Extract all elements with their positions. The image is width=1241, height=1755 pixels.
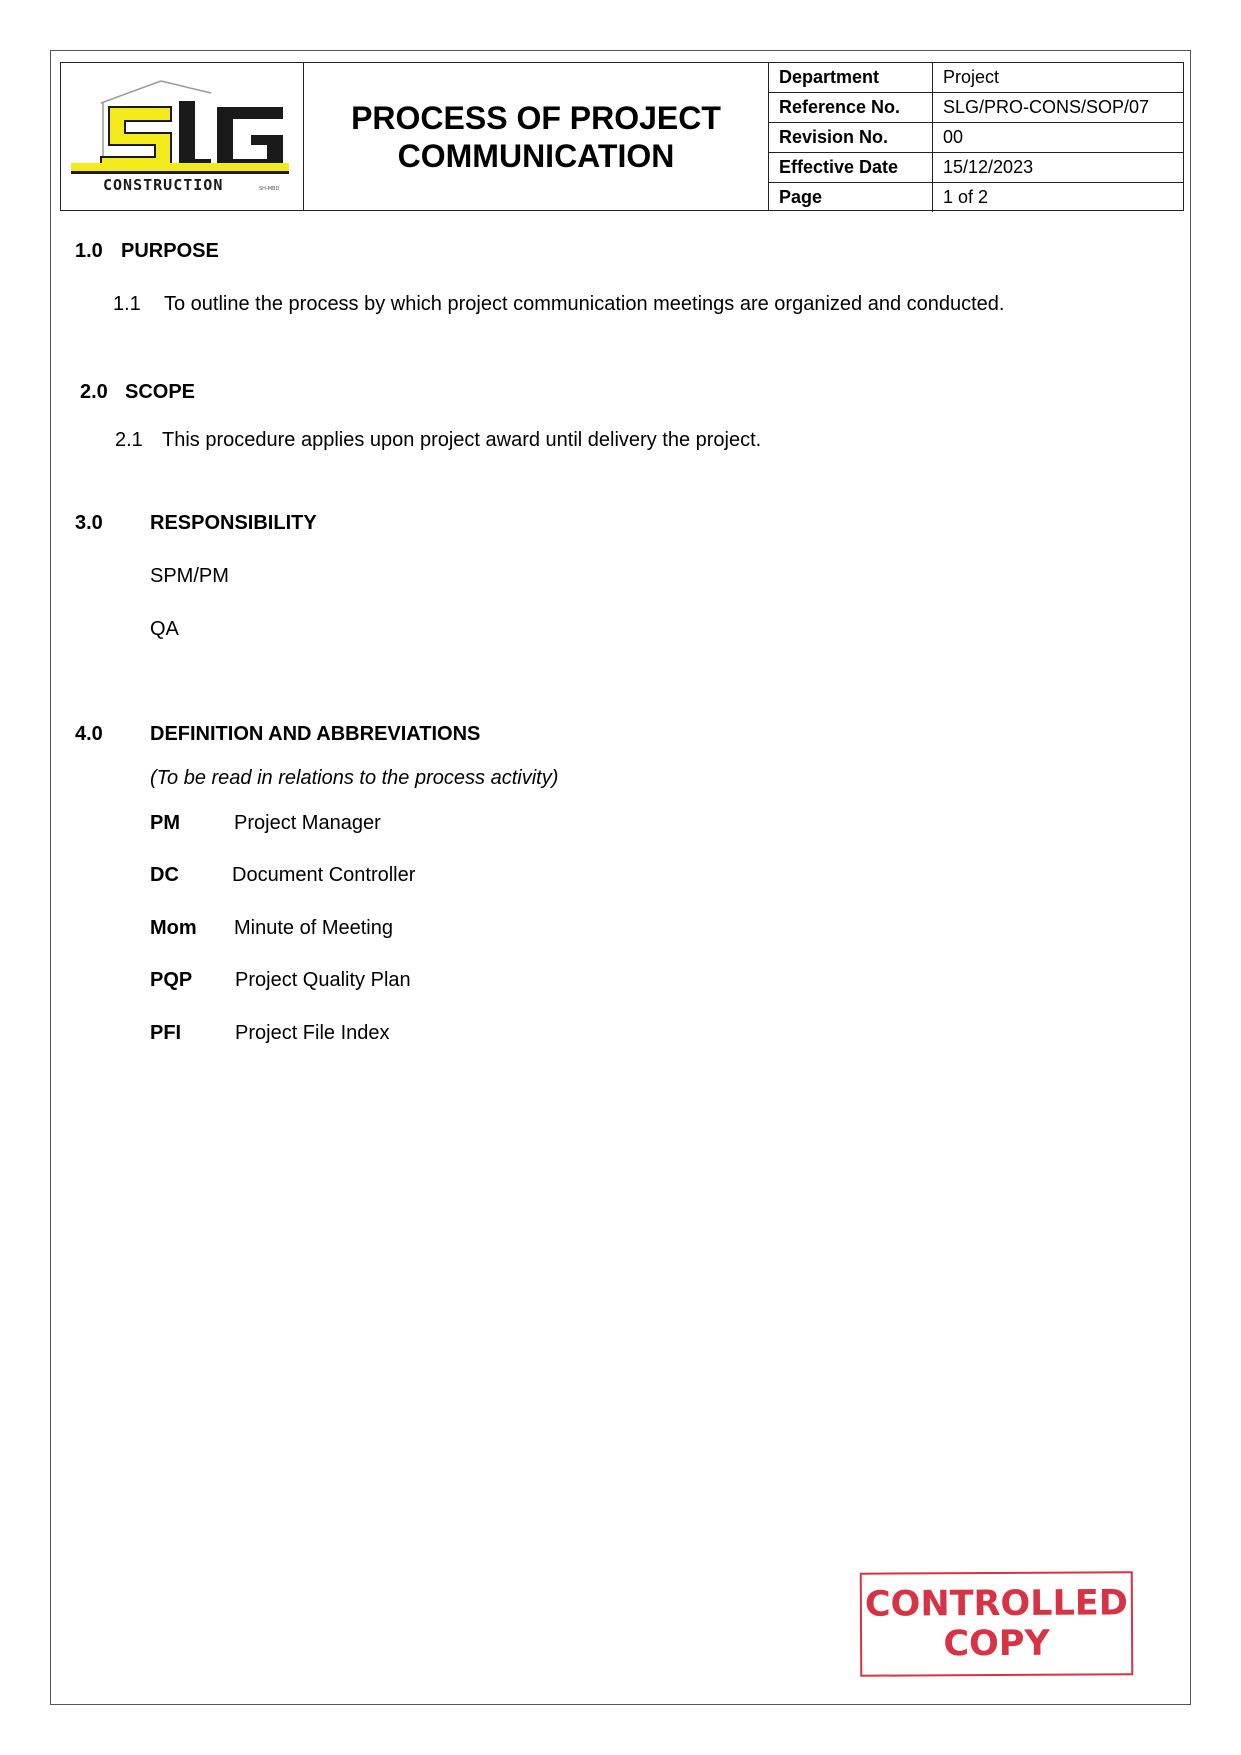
abbreviation: DC	[150, 864, 179, 886]
info-row-revision	[769, 123, 1183, 153]
section-title-responsibility: RESPONSIBILITY	[150, 512, 317, 534]
title-line-2: COMMUNICATION	[397, 137, 675, 174]
scope-item-number: 2.1	[115, 429, 143, 451]
info-row-effective-date	[769, 153, 1183, 183]
slg-logo-icon	[61, 63, 304, 210]
info-value: SLG/PRO-CONS/SOP/07	[933, 93, 1184, 123]
logo-subtext: CONSTRUCTION	[103, 176, 224, 194]
section-number-responsibility: 3.0	[75, 512, 103, 534]
abbreviation-meaning: Project File Index	[235, 1022, 390, 1044]
abbreviation: PM	[150, 812, 180, 834]
section-number-definitions: 4.0	[75, 723, 103, 745]
section-number-scope: 2.0	[80, 381, 108, 403]
title-line-1: PROCESS OF PROJECT	[351, 99, 721, 136]
info-label: Effective Date	[769, 153, 933, 183]
logo-fine-print: SH-MBD	[259, 186, 280, 192]
document-info-table	[769, 63, 1183, 212]
section-number-purpose: 1.0	[75, 240, 103, 262]
abbreviation: PFI	[150, 1022, 182, 1044]
section-title-definitions: DEFINITION AND ABBREVIATIONS	[150, 723, 481, 745]
info-row-reference	[769, 93, 1183, 123]
stamp-line-2: COPY	[943, 1623, 1050, 1665]
info-label: Page	[769, 183, 933, 213]
info-label: Department	[769, 63, 933, 93]
info-row-page	[769, 183, 1183, 213]
info-label: Revision No.	[769, 123, 933, 153]
info-value: 15/12/2023	[933, 153, 1184, 183]
stamp-line-1: CONTROLLED	[864, 1583, 1128, 1625]
title-cell	[304, 63, 769, 210]
info-value: 1 of 2	[943, 187, 989, 207]
abbreviation-meaning: Project Manager	[234, 812, 381, 834]
purpose-item-number: 1.1	[113, 293, 141, 315]
controlled-copy-stamp	[860, 1571, 1134, 1676]
info-label: Reference No.	[769, 93, 933, 123]
responsibility-item: SPM/PM	[150, 565, 229, 587]
responsibility-item: QA	[150, 618, 179, 640]
info-value: Project	[933, 63, 1184, 93]
abbreviation-meaning: Document Controller	[232, 864, 416, 886]
abbreviation: Mom	[150, 917, 197, 939]
purpose-item-text: To outline the process by which project communication meetings are organized and conducted.	[164, 293, 1005, 315]
document-info	[769, 63, 1183, 210]
scope-item-text: This procedure applies upon project award until delivery the project.	[162, 429, 762, 451]
section-title-purpose: PURPOSE	[121, 240, 219, 262]
document-title	[341, 99, 731, 175]
document-header	[60, 62, 1184, 211]
abbreviation-meaning: Project Quality Plan	[235, 969, 411, 991]
definitions-note: (To be read in relations to the process activity)	[150, 767, 559, 789]
abbreviation-meaning: Minute of Meeting	[234, 917, 393, 939]
company-logo	[61, 63, 304, 210]
info-value: 00	[933, 123, 1184, 153]
info-row-department	[769, 63, 1183, 93]
section-title-scope: SCOPE	[125, 381, 196, 403]
abbreviation: PQP	[150, 969, 193, 991]
